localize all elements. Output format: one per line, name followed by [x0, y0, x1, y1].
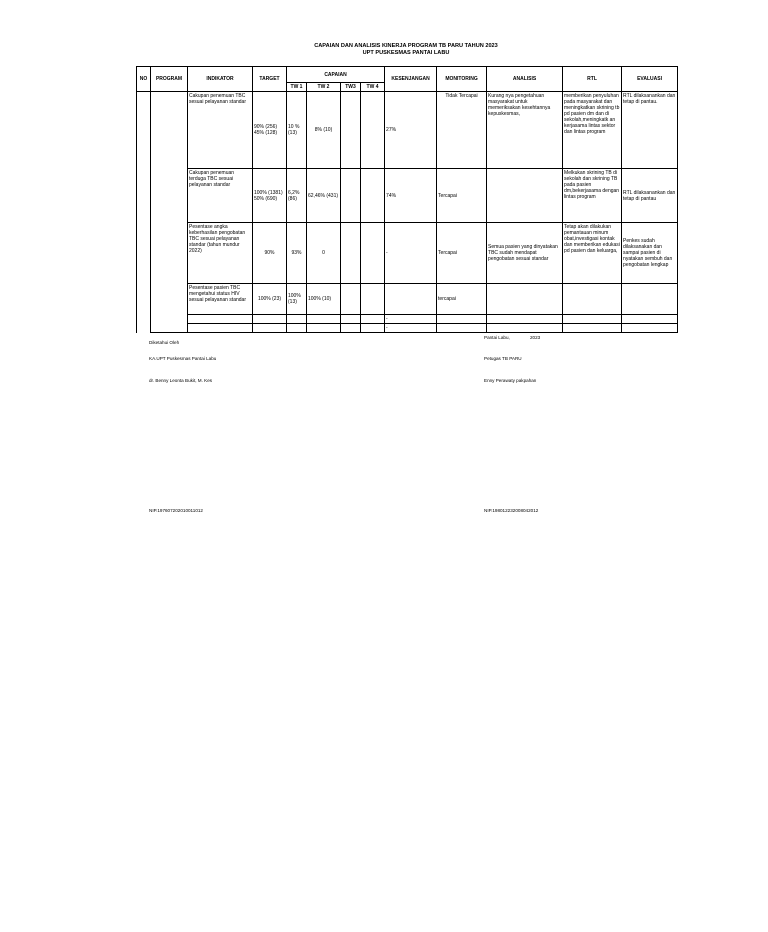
- header-kesenjangan: KESENJANGAN: [385, 67, 437, 92]
- monitoring-cell: tercapai: [437, 284, 487, 315]
- table-row: [137, 324, 678, 333]
- analisis-cell: [487, 284, 563, 315]
- table-row: [137, 223, 678, 284]
- tw1-cell: 6,2% (86): [287, 169, 307, 223]
- right-name: Enny Perawaty pakpahan: [484, 378, 537, 383]
- tw2-cell: 100% (10): [307, 284, 341, 315]
- left-position: KA.UPT Puskesmas Pantai Labu: [149, 356, 217, 361]
- table-row: [137, 92, 678, 169]
- left-name: dr. Benny Leonta Bukit, M. Kes: [149, 378, 213, 383]
- tw2-cell: 0: [307, 223, 341, 284]
- blank-row-mark: -: [385, 315, 437, 324]
- table-row: [137, 315, 678, 324]
- tw1-cell: 100% (13): [287, 284, 307, 315]
- tw4-cell: [361, 284, 385, 315]
- kesenjangan-cell: 27%: [385, 92, 437, 169]
- tw1-cell: 10 % (13): [287, 92, 307, 169]
- no-cell: [137, 92, 151, 333]
- header-tw1: TW 1: [287, 83, 307, 92]
- rtl-cell: Tetap akan dilakukan pemantauan minum obat,investigasi kontak dan memberikan edukasi pd pasien dan keluarga,: [563, 223, 622, 284]
- rtl-cell: Melkukan skrining TB di sekolah dan skrining TB pada pasien dm,bekerjasama dengan lintas program: [563, 169, 622, 223]
- header-rtl: RTL: [563, 67, 622, 92]
- right-position: Petugas TB PARU: [484, 356, 522, 361]
- tw2-cell: 8% (10): [307, 92, 341, 169]
- evaluasi-cell: RTL dilaksanankan dan tetap di pantau: [622, 169, 678, 223]
- evaluasi-cell: RTL dilaksanankan dan tetap di pantau.: [622, 92, 678, 169]
- header-tw4: TW 4: [361, 83, 385, 92]
- performance-table: [136, 66, 678, 333]
- header-target: TARGET: [253, 67, 287, 92]
- table-row: [137, 169, 678, 223]
- monitoring-cell: Tercapai: [437, 223, 487, 284]
- header-evaluasi: EVALUASI: [622, 67, 678, 92]
- rtl-cell: [563, 284, 622, 315]
- tw1-cell: 93%: [287, 223, 307, 284]
- tw4-cell: [361, 169, 385, 223]
- document-subtitle: UPT PUSKESMAS PANTAI LABU: [362, 50, 450, 56]
- target-cell: 100% (1381) 50% (690): [253, 169, 287, 223]
- blank-row-mark: -: [385, 324, 437, 333]
- document-title: CAPAIAN DAN ANALISIS KINERJA PROGRAM TB PARU TAHUN 2023: [314, 43, 498, 49]
- table-row: [137, 284, 678, 315]
- header-indikator: INDIKATOR: [188, 67, 253, 92]
- tw3-cell: [341, 284, 361, 315]
- target-cell: 90% (256) 45% (128): [253, 92, 287, 169]
- tw2-cell: 62,46% (431): [307, 169, 341, 223]
- target-cell: 100% (23): [253, 284, 287, 315]
- program-cell: [151, 92, 188, 333]
- year-label: 2023: [530, 335, 541, 340]
- kesenjangan-cell: [385, 284, 437, 315]
- monitoring-cell: Tercapai: [437, 169, 487, 223]
- target-cell: 90%: [253, 223, 287, 284]
- kesenjangan-cell: 74%: [385, 169, 437, 223]
- rtl-cell: memberikan penyuluhan pada masyarakat dan meningkatkan skrining tb pd pasien dm dan di sekolah,meningkatk an kerjasama lintas sektor dan lintas program: [563, 92, 622, 169]
- header-tw2: TW 2: [307, 83, 341, 92]
- indikator-cell: Pesentase pasien TBC mengetahui status HIV sesuai pelayanan standar: [188, 284, 253, 315]
- evaluasi-cell: Penkes sudah dilaksanakan dan sampai pasien di nyatakan sembuh dan pengobatan lengkap: [622, 223, 678, 284]
- known-by-label: Diketahui Oleh: [149, 340, 180, 345]
- indikator-cell: Cakupan penemuan TBC sesuai pelayanan standar: [188, 92, 253, 169]
- kesenjangan-cell: -: [385, 223, 437, 284]
- header-no: NO: [137, 67, 151, 92]
- right-nip: NIP.198012232008042012: [484, 508, 539, 513]
- header-program: PROGRAM: [151, 67, 188, 92]
- header-tw3: TW3: [341, 83, 361, 92]
- header-analisis: ANALISIS: [487, 67, 563, 92]
- analisis-cell: [487, 169, 563, 223]
- left-nip: NIP.197607202010011012: [149, 508, 203, 513]
- tw4-cell: [361, 92, 385, 169]
- indikator-cell: Cakupan penemuan terduga TBC sesuai pelayanan standar: [188, 169, 253, 223]
- monitoring-cell: Tidak Tercapai: [437, 92, 487, 169]
- analisis-cell: Kurang nya pengetahuan masyarakat untuk memeriksakan kesehtannya kepuskesmas,: [487, 92, 563, 169]
- tw3-cell: [341, 169, 361, 223]
- tw3-cell: [341, 92, 361, 169]
- header-monitoring: MONITORING: [437, 67, 487, 92]
- tw4-cell: [361, 223, 385, 284]
- analisis-cell: Semua pasien yang dinyatakan TBC sudah mendapat pengobatan sesuai standar: [487, 223, 563, 284]
- tw3-cell: [341, 223, 361, 284]
- evaluasi-cell: [622, 284, 678, 315]
- indikator-cell: Pesentase angka keberhasilan pengobatan TBC sesuai pelayanan standar (tahun mundur 2022): [188, 223, 253, 284]
- header-capaian: CAPAIAN: [287, 67, 385, 83]
- place-label: Pantai Labu,: [484, 335, 510, 340]
